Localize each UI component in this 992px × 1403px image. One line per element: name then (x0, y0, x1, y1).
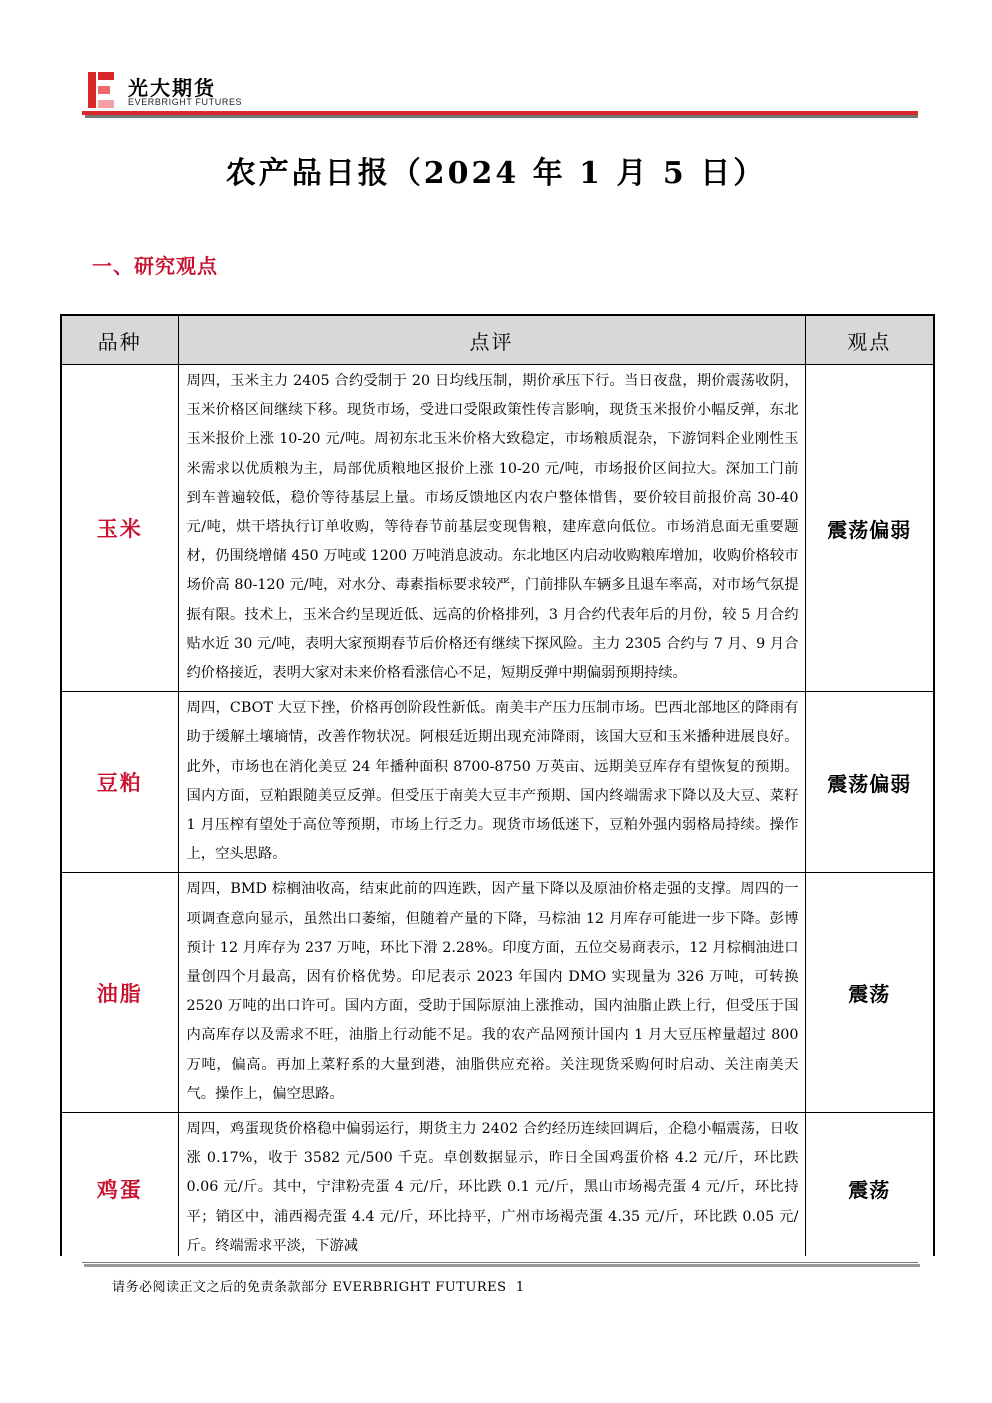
document-title: 农产品日报（2024 年 1 月 5 日） (225, 156, 767, 191)
comment-cell: 周四，鸡蛋现货价格稳中偏弱运行，期货主力 2402 合约经历连续回调后，企稳小幅震荡，日收涨 0.17%，收于 3582 元/500 千克。卓创数据显示，昨日全国鸡蛋价格 4.2 元/斤，环比跌 0.06 元/斤。其中，宁津粉壳蛋 4 元/斤，环比跌 0.1 元/斤，黑山市场褐壳蛋 4 元/斤，环比持平；销区中，浦西褐壳蛋 4.4 元/斤，环比持平，广州市场褐壳蛋 4.35 元/斤，环比跌 0.05 元/斤。终端需求平淡，下游减 (178, 1113, 805, 1266)
variety-cell: 豆粕 (61, 692, 178, 873)
view-cell: 震荡 (805, 1113, 934, 1266)
brand-name-cn: 光大期货 (128, 76, 216, 100)
footer-disclaimer-text: 请务必阅读正文之后的免责条款部分 EVERBRIGHT FUTURES (112, 1280, 507, 1295)
comment-cell: 周四，CBOT 大豆下挫，价格再创阶段性新低。南美丰产压力压制市场。巴西北部地区的降雨有助于缓解土壤墒情，改善作物状况。阿根廷近期出现充沛降雨，该国大豆和玉米播种进展良好。此外，市场也在消化美豆 24 年播种面积 8700-8750 万英亩、远期美豆库存有望恢复的预期。国内方面，豆粕跟随美豆反弹。但受压于南美大豆丰产预期、国内终端需求下降以及大豆、菜籽 1 月压榨有望处于高位等预期，市场上行乏力。现货市场低迷下，豆粕外强内弱格局持续。操作上，空头思路。 (178, 692, 805, 873)
page-number: 1 (515, 1280, 525, 1295)
research-table (60, 314, 935, 1266)
table-row (61, 692, 934, 873)
comment-cell: 周四，玉米主力 2405 合约受制于 20 日均线压制，期价承压下行。当日夜盘，期价震荡收阴，玉米价格区间继续下移。现货市场，受进口受限政策性传言影响，现货玉米报价小幅反弹，东北玉米报价上涨 10-20 元/吨。周初东北玉米价格大致稳定，市场粮质混杂，下游饲料企业刚性玉米需求以优质粮为主，局部优质粮地区报价上涨 10-20 元/吨，市场报价区间拉大。深加工门前到车普遍较低，稳价等待基层上量。市场反馈地区内农户整体惜售，要价较目前报价高 30-40 元/吨，烘干塔执行订单收购，等待春节前基层变现售粮，建库意向低位。市场消息面无重要题材，仍围绕增储 450 万吨或 1200 万吨消息波动。东北地区内启动收购粮库增加，收购价格较市场价高 80-120 元/吨，对水分、毒素指标要求较严，门前排队车辆多且退车率高，对市场气氛提振有限。技术上，玉米合约呈现近低、远高的价格排列，3 月合约代表年后的月份，较 5 月合约贴水近 30 元/吨，表明大家预期春节后价格还有继续下探风险。主力 2305 合约与 7 月、9 月合约价格接近，表明大家对未来价格看涨信心不足，短期反弹中期偏弱预期持续。 (178, 365, 805, 692)
header-divider-shadow (85, 115, 918, 118)
column-header-variety: 品种 (61, 315, 178, 365)
footer-disclaimer (112, 1276, 525, 1295)
section-heading: 一、研究观点 (92, 254, 218, 278)
table-row (61, 873, 934, 1113)
footer-divider-shadow (84, 1264, 920, 1267)
column-header-view: 观点 (805, 315, 934, 365)
variety-cell: 油脂 (61, 873, 178, 1113)
footer-divider (82, 1262, 918, 1263)
comment-cell: 周四，BMD 棕榈油收高，结束此前的四连跌，因产量下降以及原油价格走强的支撑。周四的一项调查意向显示，虽然出口萎缩，但随着产量的下降，马棕油 12 月库存可能进一步下降。彭博预计 12 月库存为 237 万吨，环比下滑 2.28%。印度方面，五位交易商表示，12 月棕榈油进口量创四个月最高，因有价格优势。印尼表示 2023 年国内 DMO 实现量为 326 万吨，可转换 2520 万吨的出口许可。国内方面，受助于国际原油上涨推动，国内油脂止跌上行，但受压于国内高库存以及需求不旺，油脂上行动能不足。我的农产品网预计国内 1 月大豆压榨量超过 800 万吨，偏高。再加上菜籽系的大量到港，油脂供应充裕。关注现货采购何时启动、关注南美天气。操作上，偏空思路。 (178, 873, 805, 1113)
everbright-logo-icon (88, 72, 114, 108)
column-header-comment: 点评 (178, 315, 805, 365)
variety-cell: 玉米 (61, 365, 178, 692)
view-cell: 震荡偏弱 (805, 692, 934, 873)
table-row (61, 365, 934, 692)
variety-cell: 鸡蛋 (61, 1113, 178, 1266)
table-header-row (61, 315, 934, 365)
view-cell: 震荡 (805, 873, 934, 1113)
table-row (61, 1113, 934, 1266)
page-header (82, 66, 922, 126)
view-cell: 震荡偏弱 (805, 365, 934, 692)
brand-name-en: EVERBRIGHT FUTURES (128, 97, 243, 107)
